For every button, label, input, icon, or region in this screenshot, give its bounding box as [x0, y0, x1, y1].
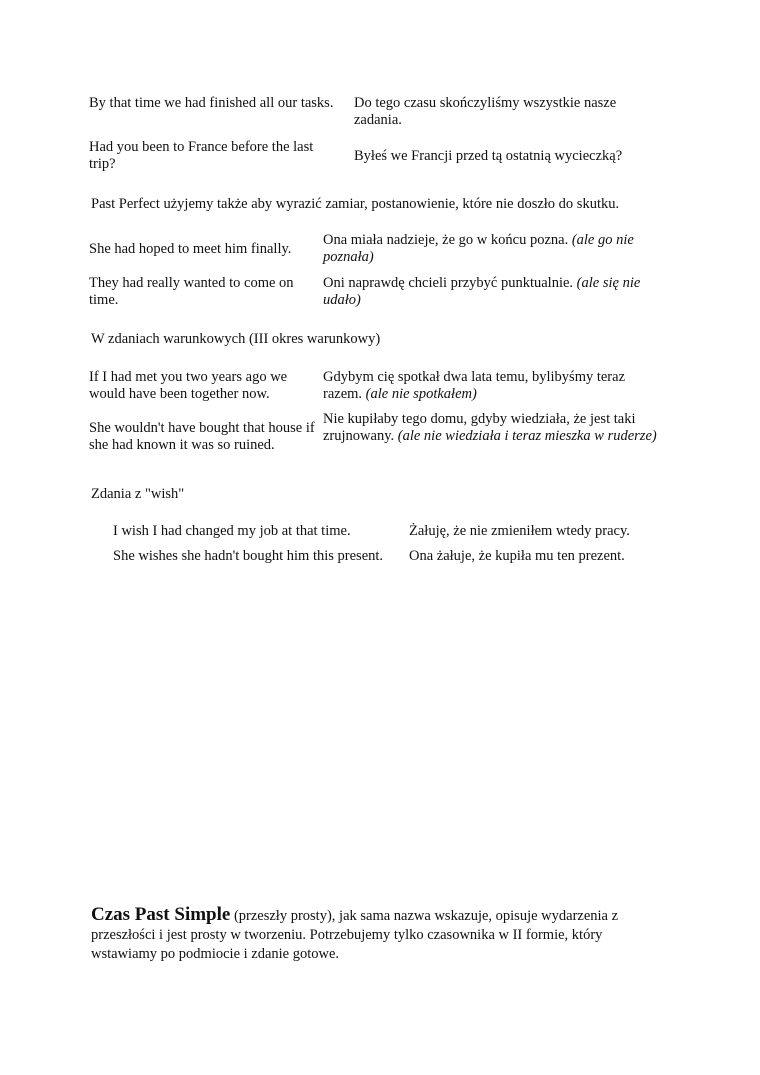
example-pl-text: Oni naprawdę chcieli przybyć punktualnie.: [323, 275, 574, 291]
example-en: She wouldn't have bought that house if she had known it was so ruined.: [89, 420, 315, 453]
example-en: By that time we had finished all our tasks.: [89, 95, 334, 111]
intro-intent: Past Perfect użyjemy także aby wyrazić zamiar, postanowienie, które nie doszło do skutku.: [91, 196, 620, 212]
example-pl-text: Gdybym cię spotkał dwa lata temu, bylibyśmy teraz razem.: [323, 369, 626, 402]
example-pl: [323, 275, 668, 309]
example-note: (ale się nie udało): [323, 275, 641, 308]
example-en: She wishes she hadn't bought him this present.: [113, 548, 384, 564]
example-note: (ale go nie poznała): [323, 232, 634, 265]
past-simple-body: (przeszły prosty), jak sama nazwa wskazuje, opisuje wydarzenia z przeszłości i jest prosty w tworzeniu. Potrzebujemy tylko czasownika w II formie, który wstawiamy po podmiocie i zdanie gotowe.: [91, 908, 619, 962]
example-pl: [323, 411, 668, 445]
example-pl-text: Ona miała nadzieje, że go w końcu pozna.: [323, 232, 569, 248]
example-pl: Byłeś we Francji przed tą ostatnią wycieczką?: [354, 148, 623, 164]
example-en: She had hoped to meet him finally.: [89, 241, 292, 257]
example-note: (ale nie spotkałem): [365, 386, 477, 402]
intro-conditional: W zdaniach warunkowych (III okres warunkowy): [91, 331, 381, 347]
example-note: (ale nie wiedziała i teraz mieszka w ruderze): [397, 428, 657, 444]
example-en: Had you been to France before the last trip?: [89, 139, 314, 172]
example-pl: Ona żałuje, że kupiła mu ten prezent.: [409, 548, 625, 564]
example-en: They had really wanted to come on time.: [89, 275, 294, 308]
past-simple-title: Czas Past Simple: [91, 904, 231, 925]
example-en: If I had met you two years ago we would have been together now.: [89, 369, 288, 402]
example-pl-text: Nie kupiłaby tego domu, gdyby wiedziała, że jest taki zrujnowany.: [323, 411, 636, 444]
example-pl: Żałuję, że nie zmieniłem wtedy pracy.: [409, 523, 630, 539]
example-pl: Do tego czasu skończyliśmy wszystkie nasze zadania.: [354, 95, 617, 128]
example-pl: [323, 369, 658, 403]
intro-wish: Zdania z "wish": [91, 486, 185, 502]
example-pl: [323, 232, 668, 266]
example-en: I wish I had changed my job at that time.: [113, 523, 351, 539]
past-simple-paragraph: [91, 905, 671, 964]
